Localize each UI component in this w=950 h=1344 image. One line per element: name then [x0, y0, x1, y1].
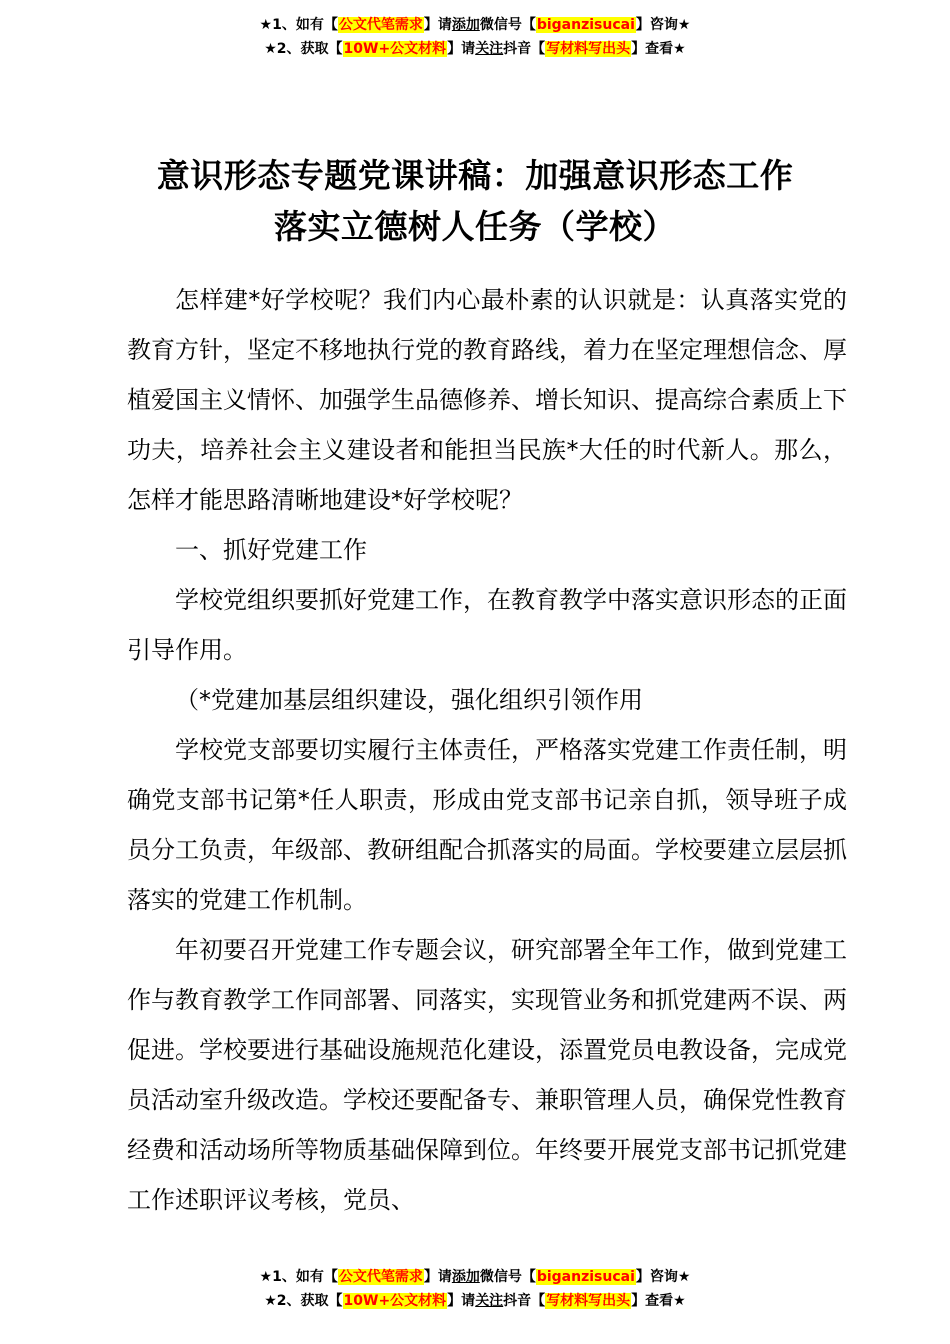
- banner-text: 关注: [475, 41, 504, 57]
- banner-line-2: [0, 37, 950, 61]
- banner-line-1: [0, 13, 950, 37]
- banner-highlight: 写材料写出头: [546, 1293, 631, 1309]
- banner-highlight: biganzisucai: [536, 17, 635, 33]
- banner-text: 关注: [475, 1293, 504, 1309]
- banner-text: 】咨询★: [635, 17, 691, 33]
- banner-text: 】查看★: [631, 41, 686, 57]
- banner-text: 】请: [447, 41, 476, 57]
- banner-line-2: [0, 1289, 950, 1313]
- banner-highlight: 写材料写出头: [546, 41, 631, 57]
- banner-text: 微信号【: [479, 17, 536, 33]
- banner-text: 微信号【: [479, 1269, 536, 1285]
- paragraph: 年初要召开党建工作专题会议，研究部署全年工作，做到党建工作与教育教学工作同部署、同落实，实现管业务和抓党建两不误、两促进。学校要进行基础设施规范化建设，添置党员电教设备，完成党员活动室升级改造。学校还要配备专、兼职管理人员，确保党性教育经费和活动场所等物质基础保障到位。年终要开展党支部书记抓党建工作述职评议考核，党员、: [127, 936, 847, 1214]
- banner-highlight: 公文代笔需求: [338, 17, 423, 33]
- document-body: [127, 275, 847, 1225]
- banner-text: 】请: [423, 1269, 452, 1285]
- title-line-1: 意识形态专题党课讲稿：加强意识形态工作: [156, 156, 794, 195]
- header-banner: [0, 13, 950, 61]
- title-line-2: 落实立德树人任务（学校）: [274, 207, 676, 246]
- banner-text: 】咨询★: [635, 1269, 691, 1285]
- banner-text: 】请: [447, 1293, 476, 1309]
- banner-highlight: 10W+公文材料: [343, 1293, 447, 1309]
- paragraph: 怎样建*好学校呢？我们内心最朴素的认识就是：认真落实党的教育方针，坚定不移地执行党的教育路线，着力在坚定理想信念、厚植爱国主义情怀、加强学生品德修养、增长知识、提高综合素质上下功夫，培养社会主义建设者和能担当民族*大任的时代新人。那么，怎样才能思路清晰地建设*好学校呢？: [127, 286, 847, 514]
- banner-text: 】查看★: [631, 1293, 686, 1309]
- paragraph: 学校党支部要切实履行主体责任，严格落实党建工作责任制，明确党支部书记第*任人职责，形成由党支部书记亲自抓，领导班子成员分工负责，年级部、教研组配合抓落实的局面。学校要建立层层抓落实的党建工作机制。: [127, 736, 847, 914]
- banner-text: ★2、获取【: [264, 1293, 343, 1309]
- banner-highlight: 10W+公文材料: [343, 41, 447, 57]
- section-heading: 一、抓好党建工作: [175, 536, 367, 564]
- banner-highlight: biganzisucai: [536, 1269, 635, 1285]
- banner-text: ★1、如有【: [259, 17, 338, 33]
- banner-text: 抖音【: [503, 41, 546, 57]
- paragraph: 学校党组织要抓好党建工作，在教育教学中落实意识形态的正面引导作用。: [127, 586, 847, 664]
- banner-text: ★2、获取【: [264, 41, 343, 57]
- banner-text: 添加: [451, 1269, 480, 1285]
- banner-text: 添加: [451, 17, 480, 33]
- banner-line-1: [0, 1265, 950, 1289]
- footer-banner: [0, 1265, 950, 1313]
- document-title: [0, 150, 950, 252]
- banner-text: ★1、如有【: [259, 1269, 338, 1285]
- banner-text: 】请: [423, 17, 452, 33]
- sub-heading: （*党建加基层组织建设，强化组织引领作用: [175, 686, 643, 714]
- banner-text: 抖音【: [503, 1293, 546, 1309]
- banner-highlight: 公文代笔需求: [338, 1269, 423, 1285]
